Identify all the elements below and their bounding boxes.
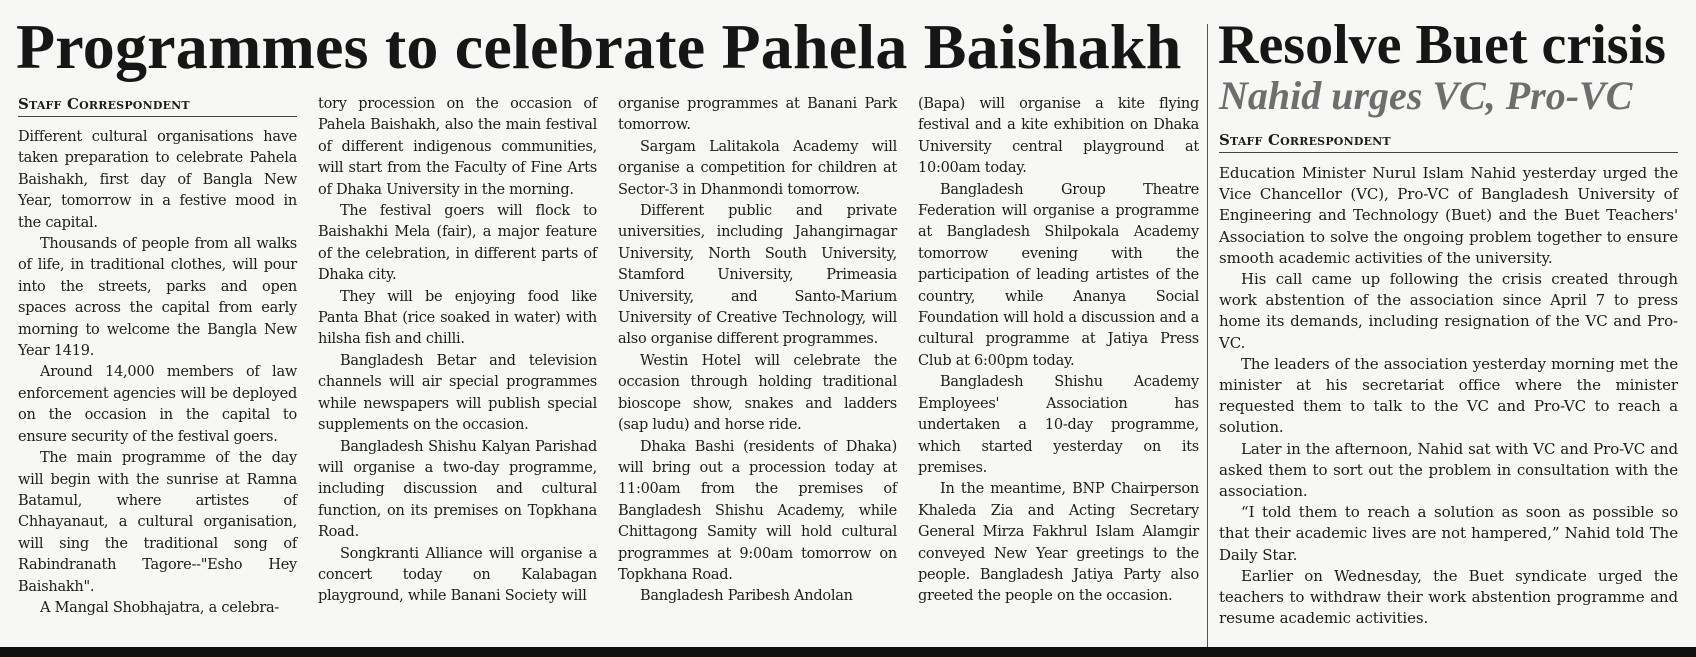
- paragraph: Different public and private universities, including Jahangirnagar University, North South University, Stamford University, Primeasia University, and Santo-Marium University of Creative Technology, will also organise different programmes.: [618, 203, 897, 348]
- paragraph: Bangladesh Betar and television channels will air special programmes while newspapers will publish special supplements on the occasion.: [318, 352, 597, 434]
- byline: Staff Correspondent: [1219, 130, 1678, 153]
- paragraph: His call came up following the crisis created through work abstention of the association since April 7 to press home its demands, including resignation of the VC and Pro-VC.: [1219, 270, 1678, 352]
- paragraph: organise programmes at Banani Park tomorrow.: [618, 96, 897, 134]
- scan-bottom-edge: [0, 647, 1696, 657]
- paragraph: Different cultural organisations have taken preparation to celebrate Pahela Baishakh, first day of Bangla New Year, tomorrow in a festive mood in the capital.: [18, 129, 297, 231]
- paragraph: “I told them to reach a solution as soon as possible so that their academic lives are not hampered,” Nahid told The Daily Star.: [1219, 503, 1678, 564]
- article-column-3: [618, 94, 897, 608]
- paragraph: Thousands of people from all walks of life, in traditional clothes, will pour into the streets, parks and open spaces across the capital from early morning to welcome the Bangla New Year 1419.: [18, 236, 297, 360]
- article-column-2: [318, 94, 597, 608]
- article-column-1: [18, 94, 297, 619]
- paragraph: Earlier on Wednesday, the Buet syndicate urged the teachers to withdraw their work abstention programme and resume academic activities.: [1219, 566, 1678, 628]
- byline: Staff Correspondent: [18, 94, 297, 117]
- paragraph: Education Minister Nurul Islam Nahid yesterday urged the Vice Chancellor (VC), Pro-VC of Bangladesh University of Engineering and Technology (Buet) and the Buet Teachers' Association to solve the ongoing problem together to ensure smooth academic activities of the university.: [1219, 164, 1678, 267]
- article-column-buet: [1219, 130, 1678, 629]
- article-column-4: [918, 94, 1199, 608]
- paragraph: Bangladesh Group Theatre Federation will organise a programme at Bangladesh Shilpokala Academy tomorrow evening with the participation of leading artistes of the country, while Ananya Social Foundation will hold a discussion and a cultural programme at Jatiya Press Club at 6:00pm today.: [918, 181, 1199, 369]
- paragraph: Around 14,000 members of law enforcement agencies will be deployed on the occasion in the capital to ensure security of the festival goers.: [18, 364, 297, 445]
- paragraph: Later in the afternoon, Nahid sat with VC and Pro-VC and asked them to sort out the problem in consultation with the association.: [1219, 439, 1678, 501]
- headline: Resolve Buet crisis: [1218, 14, 1666, 76]
- paragraph: The leaders of the association yesterday morning met the minister at his secretariat office where the minister requested them to talk to the VC and Pro-VC to reach a solution.: [1219, 354, 1678, 437]
- headline: Programmes to celebrate Pahela Baishakh: [16, 11, 1182, 82]
- paragraph: They will be enjoying food like Panta Bhat (rice soaked in water) with hilsha fish and chilli.: [318, 288, 597, 348]
- paragraph: Bangladesh Shishu Academy Employees' Association has undertaken a 10-day programme, which started yesterday on its premises.: [918, 374, 1199, 476]
- paragraph: Dhaka Bashi (residents of Dhaka) will bring out a procession today at 11:00am from the premises of Bangladesh Shishu Academy, while Chittagong Samity will hold cultural programmes at 9:00am tomorrow on Topkhana Road.: [618, 438, 897, 583]
- paragraph: Bangladesh Shishu Kalyan Parishad will organise a two-day programme, including discussion and cultural function, on its premises on Topkhana Road.: [318, 438, 597, 541]
- paragraph: Westin Hotel will celebrate the occasion through holding traditional bioscope show, snakes and ladders (sap ludu) and horse ride.: [618, 352, 897, 434]
- paragraph: (Bapa) will organise a kite flying festival and a kite exhibition on Dhaka University central playground at 10:00am today.: [918, 96, 1199, 177]
- paragraph: The festival goers will flock to Baishakhi Mela (fair), a major feature of the celebration, in different parts of Dhaka city.: [318, 203, 597, 284]
- paragraph: A Mangal Shobhajatra, a celebra-: [40, 599, 280, 616]
- paragraph: The main programme of the day will begin with the sunrise at Ramna Batamul, where artistes of Chhayanaut, a cultural organisation, will sing the traditional song of Rabindranath Tagore--"Esho Hey Baishakh".: [18, 450, 297, 595]
- subheadline: Nahid urges VC, Pro-VC: [1219, 73, 1633, 118]
- paragraph: Songkranti Alliance will organise a concert today on Kalabagan playground, while Banani Society will: [318, 545, 597, 605]
- paragraph: Bangladesh Paribesh Andolan: [640, 588, 853, 605]
- paragraph: In the meantime, BNP Chairperson Khaleda Zia and Acting Secretary General Mirza Fakhrul Islam Alamgir conveyed New Year greetings to the people. Bangladesh Jatiya Party also greeted the people on the occasion.: [918, 481, 1199, 605]
- paragraph: tory procession on the occasion of Pahela Baishakh, also the main festival of different indigenous communities, will start from the Faculty of Fine Arts of Dhaka University in the morning.: [318, 96, 597, 198]
- paragraph: Sargam Lalitakola Academy will organise a competition for children at Sector-3 in Dhanmondi tomorrow.: [618, 138, 897, 198]
